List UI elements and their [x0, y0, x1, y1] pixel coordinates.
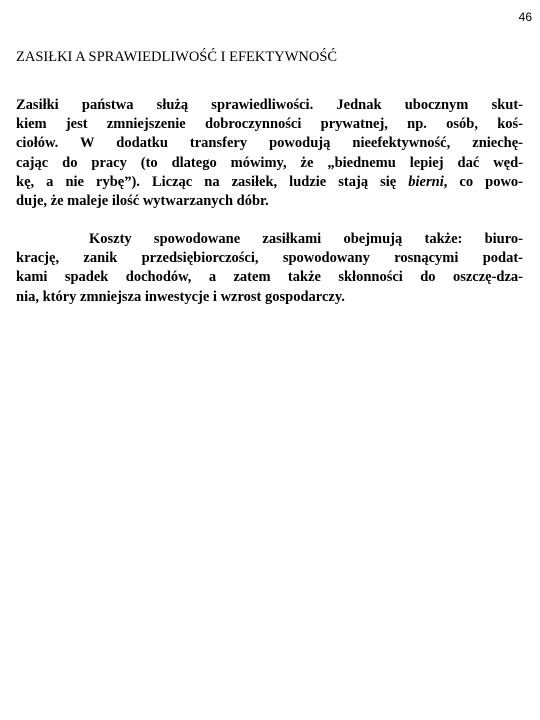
paragraph-line: kiem jest zmniejszenie dobroczynności prywatnej, np. osób, koś- — [16, 116, 523, 133]
paragraph-2 — [16, 230, 523, 307]
paragraph-line: Zasiłki państwa służą sprawiedliwości. Jednak ubocznym skut- — [16, 97, 523, 113]
page-number: 46 — [518, 10, 532, 24]
emphasized-word: bierni — [408, 173, 444, 190]
paragraph-line — [16, 173, 523, 192]
paragraph-line-end: , co powo- — [443, 173, 523, 190]
paragraph-line: krację, zanik przedsiębiorczości, spowodowany rosnącymi podat- — [16, 250, 523, 267]
paragraph-line: nia, który zmniejsza inwestycje i wzrost gospodarczy. — [16, 288, 345, 305]
section-heading: ZASIŁKI A SPRAWIEDLIWOŚĆ I EFEKTYWNOŚĆ — [16, 49, 338, 65]
paragraph-line-start: kę, a nie rybę”). Licząc na zasiłek, ludzie stają się — [16, 173, 409, 190]
paragraph-line: Koszty spowodowane zasiłkami obejmują także: biuro- — [89, 231, 523, 247]
paragraph-line: cając do pracy (to dlatego mówimy, że „biednemu lepiej dać węd- — [16, 154, 523, 171]
paragraph-line: kami spadek dochodów, a zatem także skłonności do oszczę-dza- — [16, 269, 523, 286]
paragraph-line: duje, że maleje ilość wytwarzanych dóbr. — [16, 192, 269, 209]
paragraph-line: ciołów. W dodatku transfery powodują nieefektywność, zniechę- — [16, 135, 523, 152]
paragraph-1 — [16, 96, 523, 211]
